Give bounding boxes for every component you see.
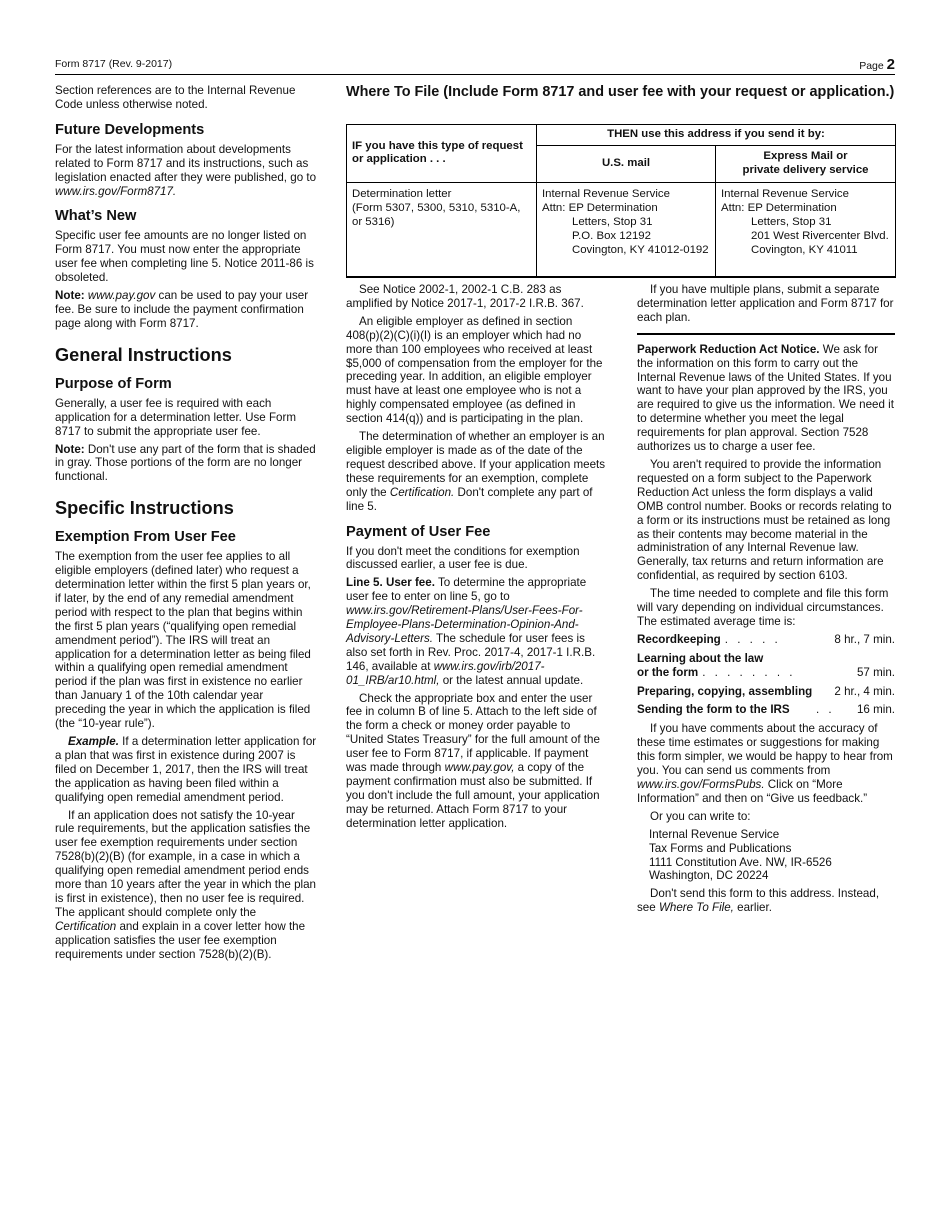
time-learning: Learning about the law or the form . . . . . . . . 57 min. — [637, 651, 895, 679]
line5-text: Line 5. User fee. To determine the appropriate user fee to enter on line 5, go to www.irs.gov/Retirement-Plans/User-Fees-For-Employee-Plans-Determination-Opinion-And-Advisory-Letters. The schedule for user fees is also set forth in Rev. Proc. 2017-4, 2017-1 I.R.B. 146, available at www.irs.gov/irb/2017-01_IRB/ar10.html, or the latest annual update. — [346, 576, 596, 687]
col-if-header: IF you have this type of request or application . . . — [347, 125, 537, 183]
time-intro-text: The time needed to complete and file this form will vary depending on individual circumstances. The estimated average time is: — [637, 587, 889, 628]
section-rule — [637, 333, 895, 335]
page-num: 2 — [886, 56, 895, 73]
omb-text: You aren't required to provide the information requested on a form subject to the Paperwork Reduction Act unless the form displays a valid OMB control number. Books or records relating to a form or its instructions must be retained as long as their contents may become material in the administration of any Internal Revenue law. Generally, tax returns and return information are confidential, as required by section 6103. — [637, 457, 892, 583]
col-then-header: THEN use this address if you send it by: — [537, 125, 896, 146]
form8717-link[interactable]: www.irs.gov/Form8717. — [55, 184, 177, 198]
irb-link[interactable]: www.irs.gov/irb/2017-01_IRB/ar10.html, — [346, 659, 545, 687]
multiple-plans-text: If you have multiple plans, submit a separate determination letter application and Form 8717 for each plan. — [637, 283, 894, 324]
example-text: Example. If a determination letter application for a plan that was first in existence during 2007 is filed on December 1, 2017, then the IRS will treat the application as having been filed within a qualifying open remedial amendment period. — [55, 735, 317, 804]
notice-text: See Notice 2002-1, 2002-1 C.B. 283 as amplified by Notice 2017-1, 2017-2 I.R.B. 367. — [346, 283, 584, 310]
fee-due-text: If you don't meet the conditions for exemption discussed earlier, a user fee is due. — [346, 544, 580, 572]
dont-send-text: Don't send this form to this address. Instead, see Where To File, earlier. — [637, 887, 880, 915]
future-heading: Future Developments — [55, 121, 205, 138]
page-header — [55, 56, 895, 72]
formspubs-link[interactable]: www.irs.gov/FormsPubs. — [637, 778, 765, 791]
eligible-employer-text: An eligible employer as defined in section 408(p)(2)(C)(i)(I) is an employer which had no more than 100 employees who received at least $5,000 of compensation from the employer for the preceding year. In addition, an eligible employer must have at least one employee who is not a highly compensated employee (as defined in section 414(q)) and is participating in the plan. — [346, 314, 603, 426]
column-left — [55, 84, 317, 966]
where-to-file-table — [346, 124, 896, 278]
mailing-address: Internal Revenue Service Tax Forms and Publications 1111 Constitution Ave. NW, IR-6526 Washington, DC 20224 — [649, 827, 832, 883]
request-type-cell: Determination letter (Form 5307, 5300, 5310, 5310-A, or 5316) — [347, 182, 537, 277]
purpose-heading: Purpose of Form — [55, 375, 172, 392]
check-box-text: Check the appropriate box and enter the user fee in column B of line 5. Attach to the left side of the form a check or money order payable to “United States Treasury” for the full amount of the user fee to Form 8717, if applicable. If payment was made through www.pay.gov, a copy of the payment confirmation must also be submitted. If you don't include the full amount, your application may be returned. Attach Form 8717 to your determination letter application. — [346, 691, 600, 830]
exemption-heading: Exemption From User Fee — [55, 529, 236, 546]
pra-text: Paperwork Reduction Act Notice. We ask for the information on this form to carry out the Internal Revenue laws of the United States. If you want to have your plan approved by the IRS, you are required to give us the information. We need it to determine whether you meet the legal requirements for plan approval. Section 7528 authorizes us to charge a user fee. — [637, 342, 894, 454]
purpose-text: Generally, a user fee is required with each application for a determination letter. Use Form 8717 to submit the appropriate user fee. — [55, 396, 297, 438]
note-paygov: Note: www.pay.gov can be used to pay your user fee. Be sure to include the payment confirmation page along with Form 8717. — [55, 289, 309, 330]
whatsnew-text: Specific user fee amounts are no longer listed on Form 8717. You must now enter the appropriate user fee when completing line 5. Notice 2011-86 is obsoleted. — [55, 229, 314, 285]
mail-address-cell: Internal Revenue Service Attn: EP Determination Letters, Stop 31 P.O. Box 12192 Covington, KY 41012-0192 — [537, 182, 716, 277]
exemption-text: The exemption from the user fee applies to all eligible employers (defined later) who request a determination letter within the first 5 plan years or, if later, by the end of any remedial amendment period with respect to the plan that begins within the first 5 plan years (“qualifying open remedial amendment period”). The IRS will treat an application for a determination letter as being filed within a qualifying open remedial amendment period if the plan was first in existence no earlier than January 1 of the 10th calendar year preceding the year in which the application is filed (the “10-year rule”). — [55, 550, 311, 731]
intro-text: Section references are to the Internal Revenue Code unless otherwise noted. — [55, 84, 296, 111]
paygov-link-2[interactable]: www.pay.gov, — [444, 761, 515, 775]
user-fees-link[interactable]: www.irs.gov/Retirement-Plans/User-Fees-For-Employee-Plans-Determination-Opinion-And-Advisory-Letters. — [346, 604, 583, 645]
where-to-file-title: Where To File (Include Form 8717 and user fee with your request or application.) — [346, 84, 895, 100]
future-text: For the latest information about developments related to Form 8717 and its instructions, such as legislation enacted after they were published, go to www.irs.gov/Form8717. — [55, 142, 317, 198]
general-heading: General Instructions — [55, 344, 232, 365]
time-preparing: Preparing, copying, assembling 2 hr., 4 min. — [637, 684, 895, 698]
col-mail-header: U.S. mail — [537, 145, 716, 182]
time-recordkeeping: Recordkeeping . . . . . 8 hr., 7 min. — [637, 632, 895, 646]
nonqualifying-text: If an application does not satisfy the 10-year rule requirements, but the application satisfies the user fee exemption requirements under section 7528(b)(2)(B) (for example, in a case in which a qualifying open remedial amendment period ends more than 10 years after the year in which the plan is first in existence), then no user fee is required. The applicant should complete only the Certification and explain in a cover letter how the application satisfies the user fee exemption requirements under section 7528(b)(2)(B). — [55, 808, 317, 961]
header-rule — [55, 74, 895, 75]
column-middle — [346, 283, 606, 835]
whatsnew-heading: What’s New — [55, 208, 137, 225]
comments-text: If you have comments about the accuracy of these time estimates or suggestions for making this form simpler, we would be happy to hear from you. You can send us comments from www.irs.gov/FormsPubs. Click on “More Information” and then on “Give us feedback.” — [637, 722, 893, 805]
note-gray: Note: Don't use any part of the form that is shaded in gray. Those portions of the form are no longer functional. — [55, 442, 316, 484]
payment-heading: Payment of User Fee — [346, 523, 491, 540]
specific-heading: Specific Instructions — [55, 498, 234, 519]
column-right — [637, 283, 895, 919]
write-to-text: Or you can write to: — [650, 809, 751, 823]
col-express-header: Express Mail or private delivery service — [716, 145, 896, 182]
determination-text: The determination of whether an employer is an eligible employer is made as of the date of the request described above. If your application meets these requirements for an exemption, complete only the Certification. Don't complete any part of line 5. — [346, 430, 606, 513]
paygov-link[interactable]: www.pay.gov — [87, 289, 156, 303]
page-label: Page — [859, 60, 884, 72]
page-number — [859, 56, 895, 73]
express-address-cell: Internal Revenue Service Attn: EP Determination Letters, Stop 31 201 West Rivercenter Blvd. Covington, KY 41011 — [716, 182, 896, 277]
form-id: Form 8717 (Rev. 9-2017) — [55, 58, 173, 70]
time-sending: Sending the form to the IRS . . 16 min. — [637, 703, 895, 717]
